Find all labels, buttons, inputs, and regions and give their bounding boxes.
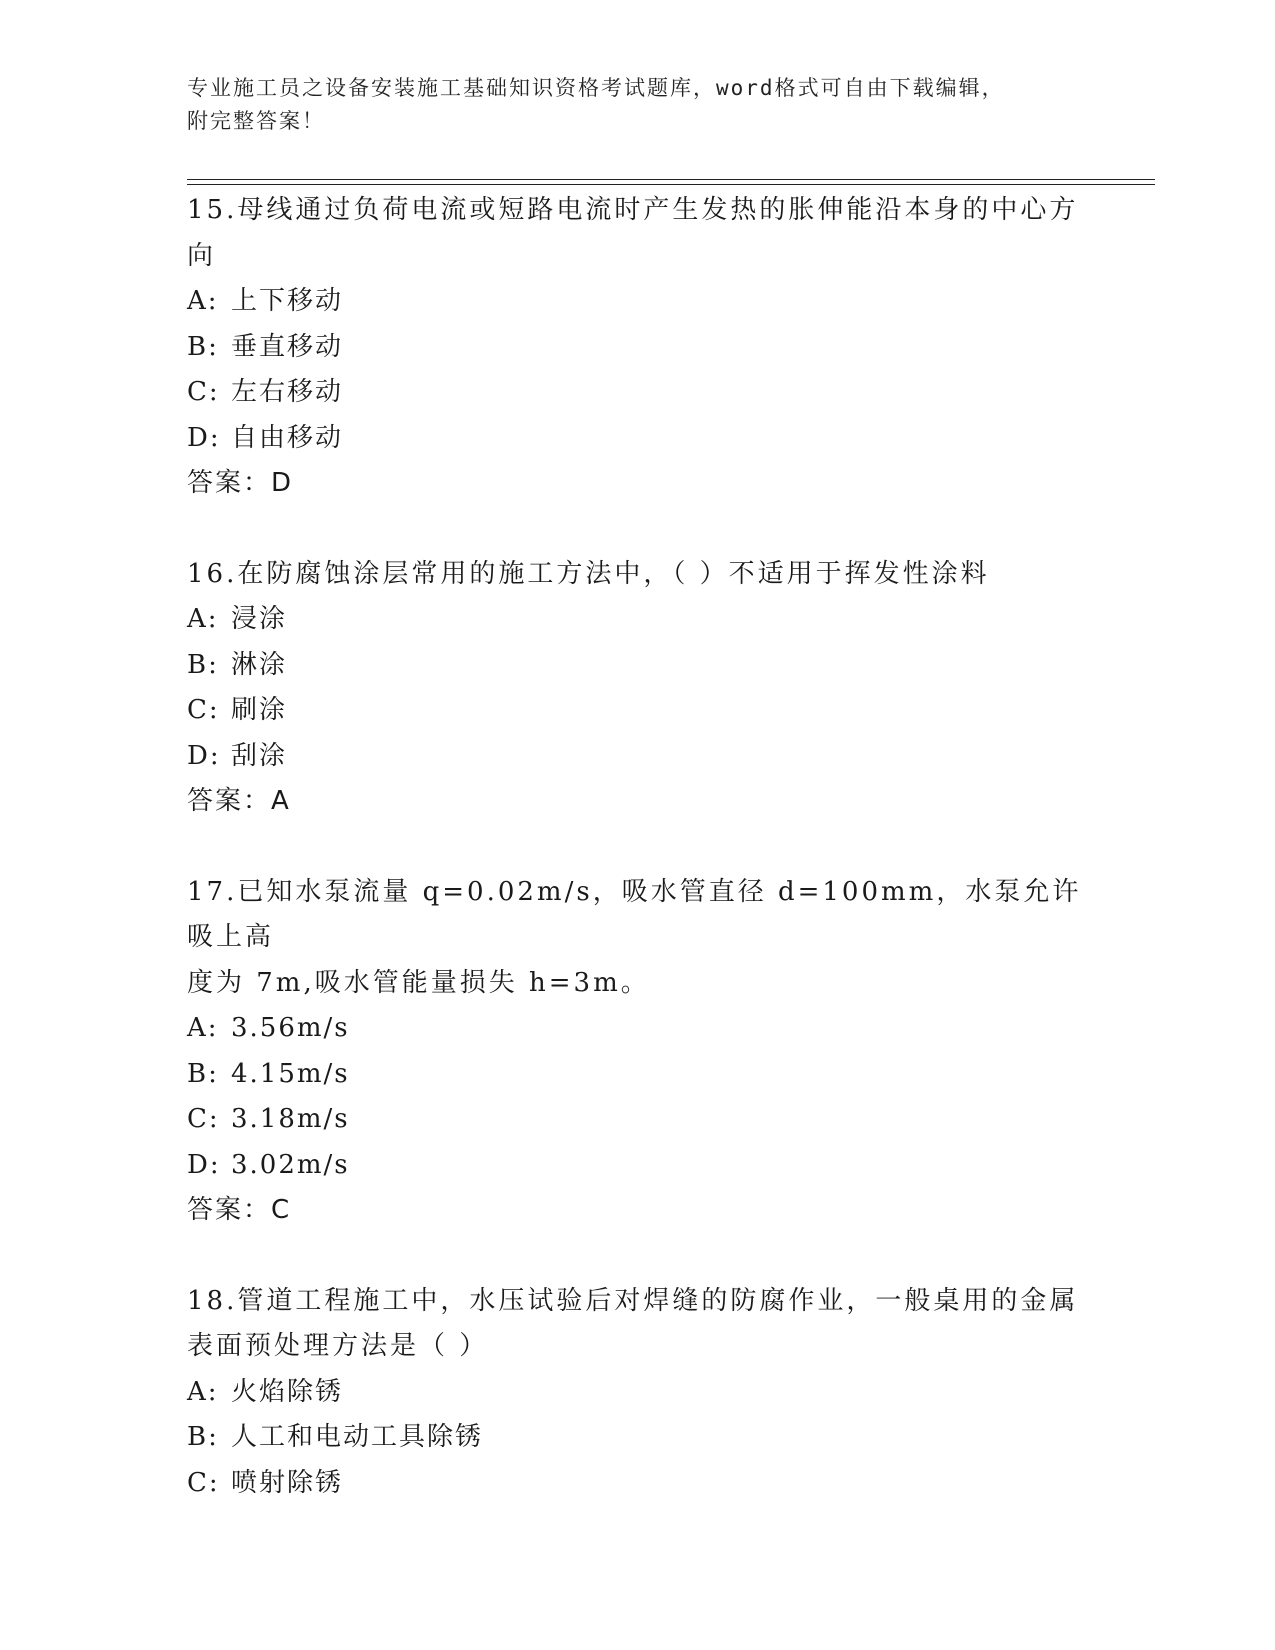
option-letter: B: [187,1422,219,1452]
question-15 [187,188,1087,507]
question-text-line-1: 18.管道工程施工中，水压试验后对焊缝的防腐作业，一般桌用的金属 [187,1285,1079,1316]
option-text: 上下移动 [231,286,344,316]
option-c [187,1461,1087,1507]
option-text: 刮涂 [231,740,288,771]
question-spacer [187,507,1087,552]
question-list [187,188,1087,1506]
document-header [187,72,1087,138]
option-text: 3.18m/s [231,1104,350,1134]
option-letter: C: [187,1104,220,1134]
option-letter: C: [187,695,220,725]
question-16 [187,552,1087,825]
option-letter: A: [187,286,219,316]
option-text: 垂直移动 [231,331,344,362]
option-c [187,1097,1087,1143]
option-d [187,734,1087,780]
header-divider-top [187,179,1155,180]
question-text-line-2: 向 [187,240,217,271]
question-spacer [187,1234,1087,1279]
option-text: 刷涂 [231,695,288,725]
option-letter: D: [187,422,221,453]
option-b [187,643,1087,689]
question-text-line-1: 16.在防腐蚀涂层常用的施工方法中，（ ）不适用于挥发性涂料 [187,558,990,589]
option-letter: D: [187,740,221,771]
question-17 [187,870,1087,1234]
option-a [187,1006,1087,1052]
question-18 [187,1279,1087,1507]
answer-line: 答案：C [187,1195,292,1225]
question-text-line-1: 15.母线通过负荷电流或短路电流时产生发热的胀伸能沿本身的中心方 [187,195,1079,225]
option-text: 人工和电动工具除锈 [231,1422,484,1452]
question-text-line-2: 度为 7m,吸水管能量损失 h=3m。 [187,967,650,998]
option-letter: C: [187,377,220,407]
option-text: 自由移动 [231,422,344,453]
option-d [187,1143,1087,1189]
answer-line: 答案：D [187,468,294,498]
question-spacer [187,825,1087,870]
question-text-line-1: 17.已知水泵流量 q=0.02m/s，吸水管直径 d=100mm，水泵允许吸上高 [187,876,1082,952]
option-letter: B: [187,331,219,362]
header-line-2: 附完整答案！ [187,109,325,133]
option-text: 浸涂 [231,604,288,634]
header-line-1: 专业施工员之设备安装施工基础知识资格考试题库，word格式可自由下载编辑， [187,76,1005,100]
option-b [187,1052,1087,1098]
option-text: 火焰除锈 [231,1376,344,1407]
option-c [187,370,1087,416]
option-text: 喷射除锈 [231,1467,344,1498]
option-text: 淋涂 [231,649,288,680]
option-b [187,1415,1087,1461]
option-letter: B: [187,1058,219,1089]
option-letter: C: [187,1467,220,1498]
option-letter: A: [187,604,219,634]
answer-line: 答案：A [187,786,291,816]
option-letter: A: [187,1013,219,1043]
option-a [187,279,1087,325]
option-text: 3.56m/s [231,1013,350,1043]
option-b [187,325,1087,371]
option-text: 4.15m/s [231,1058,350,1089]
header-divider-bottom [187,184,1155,185]
option-text: 3.02m/s [231,1149,350,1180]
option-d [187,416,1087,462]
option-a [187,597,1087,643]
option-text: 左右移动 [231,377,344,407]
question-text-line-2: 表面预处理方法是（ ） [187,1331,489,1361]
option-letter: B: [187,649,219,680]
option-c [187,688,1087,734]
option-letter: A: [187,1376,219,1407]
option-a [187,1370,1087,1416]
option-letter: D: [187,1149,221,1180]
